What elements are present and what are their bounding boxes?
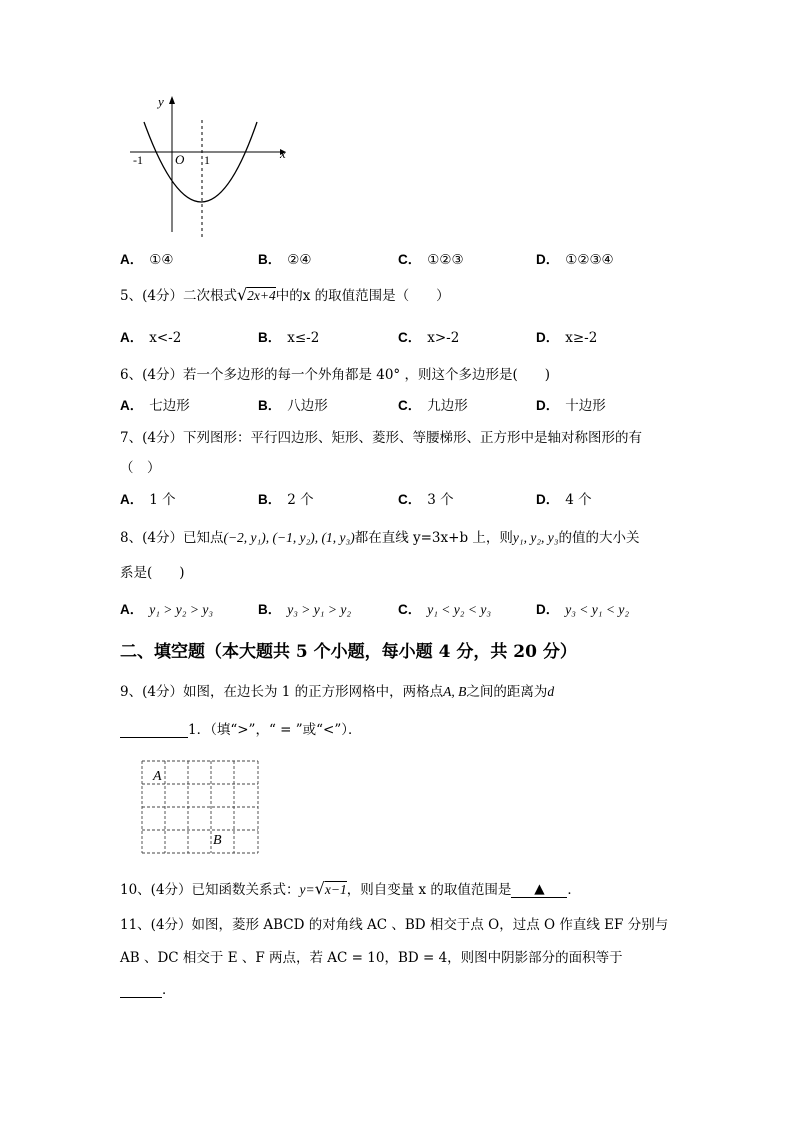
q8-option-d[interactable]: D． y₃ < y₁ < y₂: [536, 602, 630, 617]
parabola-graph: [120, 92, 295, 242]
triangle-marker-icon: ▲: [534, 881, 545, 897]
q5-option-b[interactable]: B． x≤-2: [258, 330, 320, 346]
q5-question: 5、(4分）二次根式√2x+4中的x 的取值范围是（ ）: [120, 285, 450, 304]
q8-option-b[interactable]: B． y₃ > y₁ > y₂: [258, 602, 352, 617]
q6-option-c[interactable]: C． 九边形: [398, 398, 468, 414]
q7-option-b[interactable]: B． 2 个: [258, 492, 314, 508]
q10-answer-blank[interactable]: [511, 881, 567, 898]
q11-question: 11、(4分）如图，菱形 ABCD 的对角线 AC 、BD 相交于点 O，过点 O 作直线 EF 分别与: [120, 917, 669, 933]
sqrt-symbol: √: [236, 285, 248, 304]
y-label: y: [158, 94, 164, 109]
q6-question: 6、(4分）若一个多边形的每一个外角都是 40° ，则这个多边形是( ): [120, 367, 550, 383]
q11-question-line2: AB 、DC 相交于 E 、F 两点，若 AC = 10，BD = 4，则图中阴影部分的面积等于: [120, 950, 623, 966]
x-label: x: [280, 146, 286, 161]
q5-option-d[interactable]: D． x≥-2: [536, 330, 598, 346]
q6-option-b[interactable]: B． 八边形: [258, 398, 328, 414]
q9-question: 9、(4分）如图，在边长为 1 的正方形网格中，两格点A, B之间的距离为d: [120, 684, 555, 700]
q9-grid-figure: [138, 758, 264, 858]
q4-option-b[interactable]: B． ②④: [258, 252, 312, 268]
q7-option-c[interactable]: C． 3 个: [398, 492, 454, 508]
q6-option-a[interactable]: A． 七边形: [120, 398, 190, 414]
q4-option-a[interactable]: A． ①④: [120, 252, 174, 268]
q11-answer-blank[interactable]: [120, 981, 162, 998]
grid-point-a-label: A: [153, 769, 162, 784]
q7-question-line2: （ ）: [120, 460, 161, 476]
q5-option-c[interactable]: C． x>-2: [398, 330, 460, 346]
section2-title: 二、填空题（本大题共 5 个小题，每小题 4 分，共 20 分）: [120, 642, 577, 662]
tick-neg-one: -1: [133, 153, 143, 167]
q4-option-c[interactable]: C． ①②③: [398, 252, 464, 268]
grid-point-b-label: B: [213, 833, 222, 848]
q10-question: 10、(4分）已知函数关系式：y=√x−1，则自变量 x 的取值范围是 ▲ ．: [120, 879, 581, 898]
q9-answer-blank[interactable]: [120, 721, 188, 738]
q7-option-d[interactable]: D． 4 个: [536, 492, 592, 508]
q11-question-line3: ．: [120, 978, 176, 998]
q4-option-d[interactable]: D． ①②③④: [536, 252, 614, 268]
q7-question: 7、(4分）下列图形：平行四边形、矩形、菱形、等腰梯形、正方形中是轴对称图形的有: [120, 430, 642, 446]
tick-one: 1: [204, 153, 210, 167]
q8-question-line2: 系是( ): [120, 565, 185, 581]
q5-radicand: 2x+4: [247, 288, 276, 303]
q5-option-a[interactable]: A． x<-2: [120, 330, 182, 346]
q8-option-c[interactable]: C． y₁ < y₂ < y₃: [398, 602, 492, 617]
q8-option-a[interactable]: A． y₁ > y₂ > y₃: [120, 602, 214, 617]
q7-option-a[interactable]: A． 1 个: [120, 492, 176, 508]
y-axis-arrow: [169, 96, 175, 104]
q9-question-line2: 1．（填“>”，“ = ”或“<”）．: [120, 718, 362, 738]
parabola-curve: [144, 122, 257, 202]
q6-option-d[interactable]: D． 十边形: [536, 398, 606, 414]
q8-question: 8、(4分）已知点(−2, y₁), (−1, y₂), (1, y₃)都在直线 y=3x+b 上，则y₁, y₂, y₃的值的大小关: [120, 530, 640, 546]
origin-label: O: [175, 152, 185, 167]
